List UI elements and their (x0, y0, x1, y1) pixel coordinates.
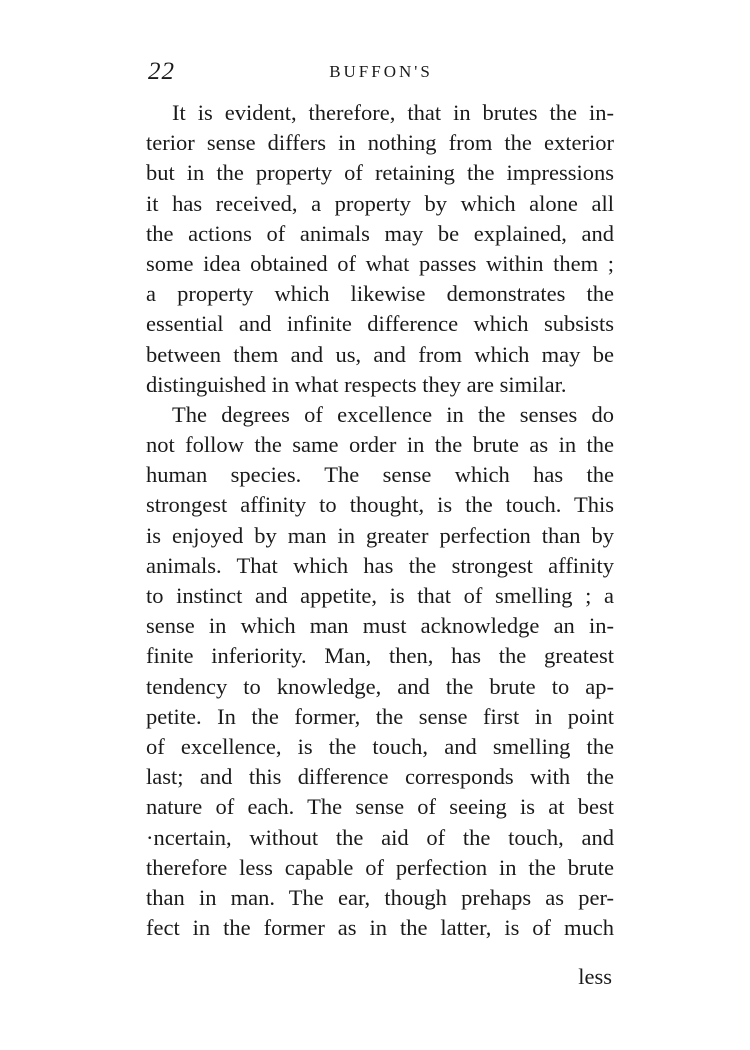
text-line: tendency to knowledge, and the brute to ap- (146, 673, 614, 699)
text-line: nature of each. The sense of seeing is at best (146, 794, 614, 820)
text-line: distinguished in what respects they are similar. (146, 371, 567, 397)
text-line: fect in the former as in the latter, is of much (146, 915, 614, 941)
paragraph-2 (146, 400, 614, 943)
text-line: between them and us, and from which may be (146, 341, 614, 367)
text-line: not follow the same order in the brute as in the (146, 432, 614, 458)
text-line: to instinct and appetite, is that of smelling ; a (146, 583, 614, 608)
text-line: The degrees of excellence in the senses do (172, 401, 614, 427)
text-line: last; and this difference corresponds with the (146, 764, 614, 790)
text-line: ·ncertain, without the aid of the touch, and (146, 824, 614, 850)
text-line: is enjoyed by man in greater perfection than by (146, 522, 614, 548)
text-line: of excellence, is the touch, and smelling the (146, 733, 614, 759)
text-line: human species. The sense which has the (146, 462, 614, 488)
text-line: but in the property of retaining the impressions (146, 160, 614, 186)
text-line: essential and infinite difference which subsists (146, 311, 614, 337)
paragraph-1 (146, 98, 614, 400)
text-line: sense in which man must acknowledge an in- (146, 613, 614, 639)
text-line: than in man. The ear, though prehaps as per- (146, 884, 614, 910)
text-line: animals. That which has the strongest affinity (146, 552, 614, 578)
text-line: the actions of animals may be explained, and (146, 220, 614, 246)
text-body (146, 98, 614, 943)
text-line: petite. In the former, the sense first in point (146, 703, 614, 729)
page-number: 22 (148, 58, 175, 85)
text-line: It is evident, therefore, that in brutes the in- (172, 100, 614, 125)
text-line: strongest affinity to thought, is the touch. This (146, 492, 614, 518)
catchword: less (578, 964, 612, 989)
text-line: therefore less capable of perfection in the brute (146, 854, 614, 880)
text-line: some idea obtained of what passes within them ; (146, 250, 614, 276)
text-line: it has received, a property by which alone all (146, 190, 614, 216)
text-line: a property which likewise demonstrates the (146, 281, 614, 307)
text-line: terior sense differs in nothing from the exterior (146, 130, 614, 156)
running-head (148, 58, 614, 88)
text-line: finite inferiority. Man, then, has the greatest (146, 643, 614, 669)
running-title: BUFFON'S (329, 62, 433, 81)
